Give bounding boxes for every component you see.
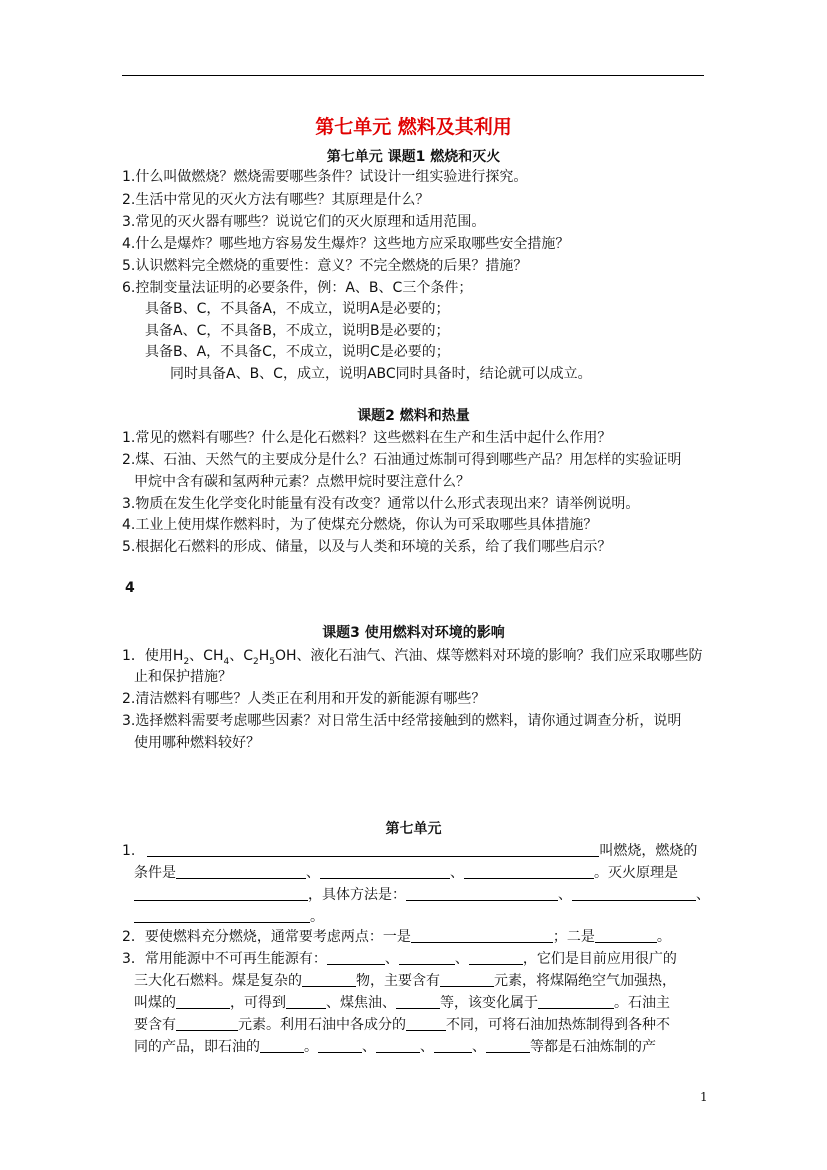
question-line: 3.常见的灭火器有哪些？说说它们的灭火原理和适用范围。 (122, 214, 486, 230)
section-heading-lesson1: 第七单元 课题1 燃烧和灭火 (326, 149, 501, 165)
question-line: 4.工业上使用煤作燃料时，为了使煤充分燃烧，你认为可采取哪些具体措施？ (122, 517, 598, 533)
section-heading-lesson3: 课题3 使用燃料对环境的影响 (322, 625, 505, 641)
answer-blank[interactable] (327, 949, 385, 965)
answer-blank[interactable] (464, 863, 594, 879)
answer-blank[interactable] (320, 863, 450, 879)
answer-blank[interactable] (260, 1037, 304, 1053)
answer-blank[interactable] (406, 1015, 446, 1031)
answer-blank[interactable] (595, 927, 657, 943)
answer-blank[interactable] (396, 993, 440, 1009)
answer-blank[interactable] (376, 1037, 420, 1053)
question-line: 3.选择燃料需要考虑哪些因素？对日常生活中经常接触到的燃料，请你通过调查分析，说明 (122, 713, 682, 729)
question-line: 2.清洁燃料有哪些？人类正在利用和开发的新能源有哪些？ (122, 691, 486, 707)
condition-line: 具备B、A，不具备C，不成立，说明C是必要的； (145, 344, 450, 360)
question-line: 3.物质在发生化学变化时能量有没有改变？通常以什么形式表现出来？请举例说明。 (122, 496, 640, 512)
fill-line: ，具体方法是： 、 、 (134, 884, 710, 904)
page-title: 第七单元 燃料及其利用 (315, 116, 512, 138)
question-line: 4.什么是爆炸？哪些地方容易发生爆炸？这些地方应采取哪些安全措施？ (122, 236, 570, 252)
question-line: 2.煤、石油、天然气的主要成分是什么？石油通过炼制可得到哪些产品？用怎样的实验证明 (122, 452, 682, 468)
fill-line: 条件是 、 、 。灭火原理是 (134, 865, 678, 881)
question-line: 1.常见的燃料有哪些？什么是化石燃料？这些燃料在生产和生活中起什么作用？ (122, 430, 612, 446)
answer-blank[interactable] (440, 971, 494, 987)
question-line: 5.根据化石燃料的形成、储量，以及与人类和环境的关系，给了我们哪些启示？ (122, 539, 612, 555)
answer-blank[interactable] (411, 927, 553, 943)
answer-blank[interactable] (469, 949, 523, 965)
question-line: 止和保护措施？ (134, 669, 232, 685)
stray-number: 4 (125, 580, 135, 596)
answer-blank[interactable] (147, 841, 599, 857)
fill-line: 2．要使燃料充分燃烧，通常要考虑两点：一是 ；二是 。 (122, 929, 671, 945)
condition-line: 具备B、C，不具备A，不成立，说明A是必要的； (145, 301, 450, 317)
answer-blank[interactable] (406, 885, 558, 901)
answer-blank[interactable] (399, 949, 455, 965)
section-heading-unit7: 第七单元 (385, 821, 442, 837)
condition-line: 具备A、C，不具备B，不成立，说明B是必要的； (145, 323, 450, 339)
fill-line: 叫煤的 ，可得到 、煤焦油、 等，该变化属于 。石油主 (134, 995, 670, 1011)
question-line: 6.控制变量法证明的必要条件，例：A、B、C三个条件； (122, 280, 473, 296)
question-line: 1.什么叫做燃烧？燃烧需要哪些条件？试设计一组实验进行探究。 (122, 169, 528, 185)
question-line: 1．使用$H_2$、$CH_4$、$C_2H_5OH$、液化石油气、汽油、煤等燃料对环境的影响？我们应采取哪些防 (122, 648, 703, 667)
header-rule (122, 75, 704, 76)
answer-blank[interactable] (176, 863, 306, 879)
question-line: 5.认识燃料完全燃烧的重要性：意义？不完全燃烧的后果？措施？ (122, 258, 528, 274)
answer-blank[interactable] (318, 1037, 362, 1053)
answer-blank[interactable] (302, 971, 356, 987)
fill-line: 要含有 元素。利用石油中各成分的 不同，可将石油加热炼制得到各种不 (134, 1017, 670, 1033)
question-line: 2.生活中常见的灭火方法有哪些？其原理是什么？ (122, 192, 430, 208)
fill-line: 1. 叫燃烧，燃烧的 (122, 843, 698, 859)
page-number: 1 (700, 1090, 708, 1104)
answer-blank[interactable] (434, 1037, 472, 1053)
question-line: 甲烷中含有碳和氢两种元素？点燃甲烷时要注意什么？ (134, 474, 470, 490)
question-line: 使用哪种燃料较好？ (134, 735, 260, 751)
answer-blank[interactable] (176, 993, 230, 1009)
fill-line: 3．常用能源中不可再生能源有： 、 、 ，它们是目前应用很广的 (122, 951, 677, 967)
fill-line: 三大化石燃料。煤是复杂的 物，主要含有 元素，将煤隔绝空气加强热， (134, 973, 676, 989)
answer-blank[interactable] (176, 1015, 238, 1031)
answer-blank[interactable] (286, 993, 326, 1009)
answer-blank[interactable] (134, 907, 310, 923)
answer-blank[interactable] (486, 1037, 530, 1053)
fill-line: 。 (134, 906, 324, 926)
condition-line: 同时具备A、B、C，成立，说明ABC同时具备时，结论就可以成立。 (170, 366, 592, 382)
answer-blank[interactable] (538, 993, 614, 1009)
section-heading-lesson2: 课题2 燃料和热量 (357, 408, 470, 424)
answer-blank[interactable] (134, 885, 308, 901)
answer-blank[interactable] (572, 885, 696, 901)
fill-line: 同的产品，即石油的 。 、 、 、 等都是石油炼制的产 (134, 1039, 656, 1055)
